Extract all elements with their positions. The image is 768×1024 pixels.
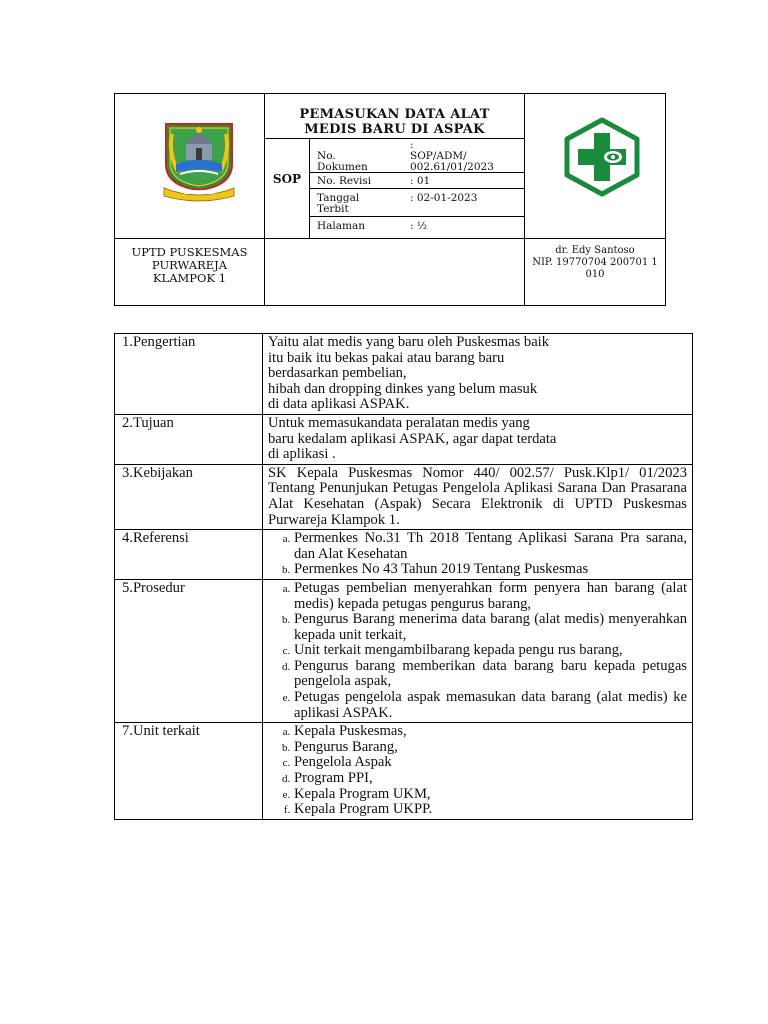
meta-label-cont: Terbit [317, 203, 349, 215]
row-prosedur [115, 579, 693, 722]
list-item: a. Petugas pembelian menyerahkan form penyera han barang (alat medis) kepada petugas pengurus barang, [293, 581, 687, 612]
document-title-line1: PEMASUKAN DATA ALAT [299, 107, 490, 122]
row-pengertian [115, 334, 693, 415]
section-content [263, 579, 693, 722]
row-tujuan [115, 414, 693, 464]
text-line: di data aplikasi ASPAK. [268, 396, 410, 413]
meta-value: : 01 [410, 175, 431, 187]
sop-label: SOP [272, 172, 302, 186]
list-item: e. Petugas pengelola aspak memasukan data barang (alat medis) ke aplikasi ASPAK. [293, 690, 687, 721]
meta-value: : 02-01-2023 [410, 192, 478, 204]
meta-label: Halaman [317, 220, 366, 232]
text-line: di aplikasi . [268, 446, 336, 463]
list-item: b. Permenkes No 43 Tahun 2019 Tentang Puskesmas [293, 562, 687, 578]
document-title-line2: MEDIS BARU DI ASPAK [304, 122, 485, 137]
meta-row-halaman [317, 220, 522, 234]
list-item: d. Program PPI, [293, 771, 687, 787]
org-name-line2: PURWAREJA [151, 258, 228, 272]
meta-value: : ½ [410, 220, 428, 232]
section-content [263, 530, 693, 580]
list-item: d. Pengurus barang memberikan data barang baru kepada petugas pengelola aspak, [293, 659, 687, 690]
text-line: berdasarkan pembelian, [268, 365, 407, 382]
text-line: itu baik itu bekas pakai atau barang baru [268, 349, 505, 366]
meta-label-cont: Dokumen [317, 161, 368, 173]
section-label: 3.Kebijakan [115, 464, 263, 529]
section-content [263, 723, 693, 820]
list-item: e. Kepala Program UKM, [293, 787, 687, 803]
meta-row-revisi [317, 175, 522, 189]
row-referensi [115, 530, 693, 580]
list-item: b. Pengurus Barang, [293, 740, 687, 756]
regency-emblem-icon [160, 120, 238, 202]
text-line: hibah dan dropping dinkes yang belum masuk [268, 380, 538, 397]
text-line: Yaitu alat medis yang baru oleh Puskesmas baik [268, 334, 550, 350]
meta-label: Tanggal [317, 192, 360, 204]
meta-value-cont: 002.61/01/2023 [410, 161, 494, 173]
meta-label: No. Revisi [317, 175, 372, 187]
puskesmas-cross-icon [562, 117, 642, 197]
list-item: b. Pengurus Barang menerima data barang (alat medis) menyerahkan kepada unit terkait, [293, 612, 687, 643]
row-unit-terkait [115, 723, 693, 820]
section-content [263, 334, 693, 415]
list-item: c. Pengelola Aspak [293, 755, 687, 771]
signatory-nip-cont: 010 [585, 269, 605, 280]
list-item: f. Kepala Program UKPP. [293, 802, 687, 818]
section-label: 5.Prosedur [115, 579, 263, 722]
section-label: 4.Referensi [115, 530, 263, 580]
meta-label: No. [317, 150, 336, 162]
meta-value: SOP/ADM/ [410, 150, 467, 162]
list-item: a. Kepala Puskesmas, [293, 724, 687, 740]
section-label: 7.Unit terkait [115, 723, 263, 820]
org-name-line3: KLAMPOK 1 [152, 271, 227, 285]
signatory-nip: NIP. 19770704 200701 1 [532, 257, 658, 268]
org-name-line1: UPTD PUSKESMAS [131, 245, 248, 259]
section-label: 1.Pengertian [115, 334, 263, 415]
text-line: Untuk memasukandata peralatan medis yang [268, 414, 530, 431]
list-item: a. Permenkes No.31 Th 2018 Tentang Aplikasi Sarana Pra sarana, dan Alat Kesehatan [293, 531, 687, 562]
meta-row-dokumen [317, 140, 522, 172]
section-label: 2.Tujuan [115, 414, 263, 464]
section-content [263, 414, 693, 464]
list-item: c. Unit terkait mengambilbarang kepada pengu rus barang, [293, 643, 687, 659]
section-content: SK Kepala Puskesmas Nomor 440/ 002.57/ Pusk.Klp1/ 01/2023 Tentang Penunjukan Petugas Pengelola Aplikasi Sarana Dan Prasarana Alat Kesehatan (Aspak) Secara Elektronik di UPTD Puskesmas Purwareja Klampok 1. [263, 464, 693, 529]
meta-row-tanggal [317, 192, 522, 216]
signatory-name: dr. Edy Santoso [555, 245, 635, 256]
text-line: baru kedalam aplikasi ASPAK, agar dapat terdata [268, 430, 557, 447]
meta-colon: : [410, 139, 414, 151]
sop-content-table [114, 333, 693, 820]
row-kebijakan [115, 464, 693, 529]
